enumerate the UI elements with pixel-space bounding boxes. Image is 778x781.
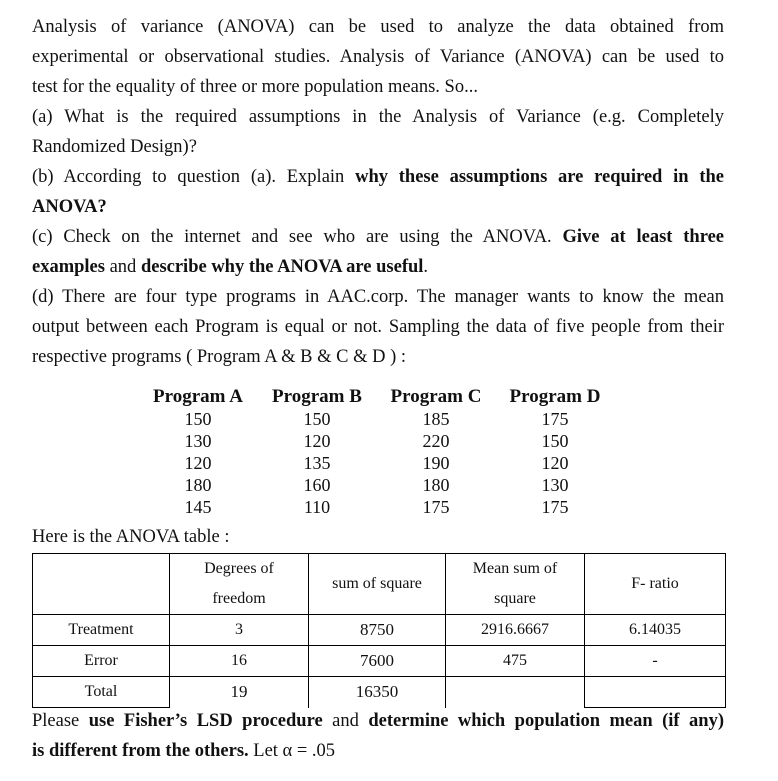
anova-row-label: Error bbox=[33, 646, 170, 677]
program-value: 160 bbox=[303, 475, 331, 495]
question-a-line-2: Randomized Design)? bbox=[32, 137, 197, 157]
final-instruction-line-1 bbox=[32, 706, 724, 736]
anova-header-df-line-2: freedom bbox=[212, 590, 266, 607]
anova-header-ms-line-2: square bbox=[494, 590, 536, 607]
question-c-connector: and bbox=[104, 257, 141, 277]
intro-line-1: Analysis of variance (ANOVA) can be used to analyze the data obtained from bbox=[32, 17, 724, 37]
program-value: 175 bbox=[541, 409, 569, 429]
question-c-period: . bbox=[423, 257, 429, 277]
program-header: Program B bbox=[272, 386, 362, 407]
anova-ms-value: 2916.6667 bbox=[446, 615, 585, 646]
final-instruction-line-2 bbox=[32, 736, 724, 766]
table-row bbox=[33, 677, 726, 708]
question-c-emphasis-3: describe why the ANOVA are useful bbox=[140, 257, 424, 277]
program-value: 135 bbox=[303, 453, 331, 473]
question-b-line-1 bbox=[32, 162, 724, 192]
program-value: 120 bbox=[184, 453, 212, 473]
table-row bbox=[33, 646, 726, 677]
program-value: 120 bbox=[303, 431, 331, 451]
intro-line-2: experimental or observational studies. Analysis of Variance (ANOVA) can be used to bbox=[32, 47, 724, 67]
question-d-line-2: output between each Program is equal or not. Sampling the data of five people from their bbox=[32, 317, 724, 337]
anova-f-value bbox=[585, 677, 726, 708]
question-d-line-3: respective programs ( Program A & B & C & D ) : bbox=[32, 347, 407, 367]
anova-df-value: 3 bbox=[170, 615, 309, 646]
question-c-emphasis: Give at least three bbox=[562, 227, 724, 247]
question-a-line-1: (a) What is the required assumptions in the Analysis of Variance (e.g. Completely bbox=[32, 107, 724, 127]
program-value: 185 bbox=[422, 409, 450, 429]
program-header: Program A bbox=[153, 386, 243, 407]
final-text: Please bbox=[32, 711, 89, 731]
question-c-emphasis-2: examples bbox=[32, 257, 105, 277]
anova-header-ms bbox=[446, 554, 585, 615]
anova-header-ss: sum of square bbox=[309, 554, 446, 615]
question-b-emphasis: why these assumptions are required in the bbox=[355, 167, 724, 187]
final-emphasis-2: determine which population mean (if any) bbox=[368, 711, 724, 731]
anova-header-f: F- ratio bbox=[585, 554, 726, 615]
program-value: 180 bbox=[422, 475, 450, 495]
question-b-emphasis-2: ANOVA? bbox=[32, 197, 107, 217]
anova-header-df bbox=[170, 554, 309, 615]
intro-line-3: test for the equality of three or more population means. So... bbox=[32, 77, 478, 97]
final-emphasis-3: is different from the others. bbox=[32, 741, 249, 761]
question-c-line-1 bbox=[32, 222, 724, 252]
anova-header-df-line-1: Degrees of bbox=[204, 560, 274, 577]
anova-ss-value: 8750 bbox=[309, 615, 446, 646]
program-column bbox=[262, 386, 372, 518]
program-value: 150 bbox=[541, 431, 569, 451]
program-value: 180 bbox=[184, 475, 212, 495]
anova-row-label: Treatment bbox=[33, 615, 170, 646]
question-b-text: (b) According to question (a). Explain bbox=[32, 167, 356, 187]
anova-header-ms-line-1: Mean sum of bbox=[472, 560, 558, 577]
anova-row-label: Total bbox=[33, 677, 170, 708]
question-b-line-2 bbox=[32, 192, 724, 222]
program-value: 120 bbox=[541, 453, 569, 473]
program-column bbox=[381, 386, 491, 518]
table-row bbox=[33, 615, 726, 646]
program-value: 175 bbox=[541, 497, 569, 517]
program-value: 175 bbox=[422, 497, 450, 517]
anova-f-value: - bbox=[585, 646, 726, 677]
anova-ss-value: 7600 bbox=[309, 646, 446, 677]
anova-ms-value bbox=[446, 677, 585, 708]
program-column bbox=[143, 386, 253, 518]
final-emphasis-1: use Fisher’s LSD procedure bbox=[88, 711, 323, 731]
program-value: 190 bbox=[422, 453, 450, 473]
anova-header-row bbox=[33, 554, 726, 615]
anova-f-value: 6.14035 bbox=[585, 615, 726, 646]
anova-ss-value: 16350 bbox=[309, 677, 446, 708]
anova-header-empty bbox=[33, 554, 170, 615]
program-value: 130 bbox=[541, 475, 569, 495]
anova-ms-value: 475 bbox=[446, 646, 585, 677]
question-c-text: (c) Check on the internet and see who are using the ANOVA. bbox=[32, 227, 563, 247]
anova-df-value: 19 bbox=[170, 677, 309, 708]
program-value: 130 bbox=[184, 431, 212, 451]
program-value: 150 bbox=[184, 409, 212, 429]
program-value: 145 bbox=[184, 497, 212, 517]
program-header: Program C bbox=[390, 386, 482, 407]
program-value: 150 bbox=[303, 409, 331, 429]
program-column bbox=[500, 386, 610, 518]
program-value: 220 bbox=[422, 431, 450, 451]
question-d-line-1: (d) There are four type programs in AAC.corp. The manager wants to know the mean bbox=[32, 287, 724, 307]
anova-intro: Here is the ANOVA table : bbox=[32, 527, 230, 547]
final-alpha: Let α = .05 bbox=[248, 741, 336, 761]
program-value: 110 bbox=[303, 497, 331, 517]
program-header: Program D bbox=[509, 386, 601, 407]
anova-df-value: 16 bbox=[170, 646, 309, 677]
question-c-line-2 bbox=[32, 252, 724, 282]
anova-table bbox=[32, 553, 726, 708]
final-connector: and bbox=[322, 711, 369, 731]
